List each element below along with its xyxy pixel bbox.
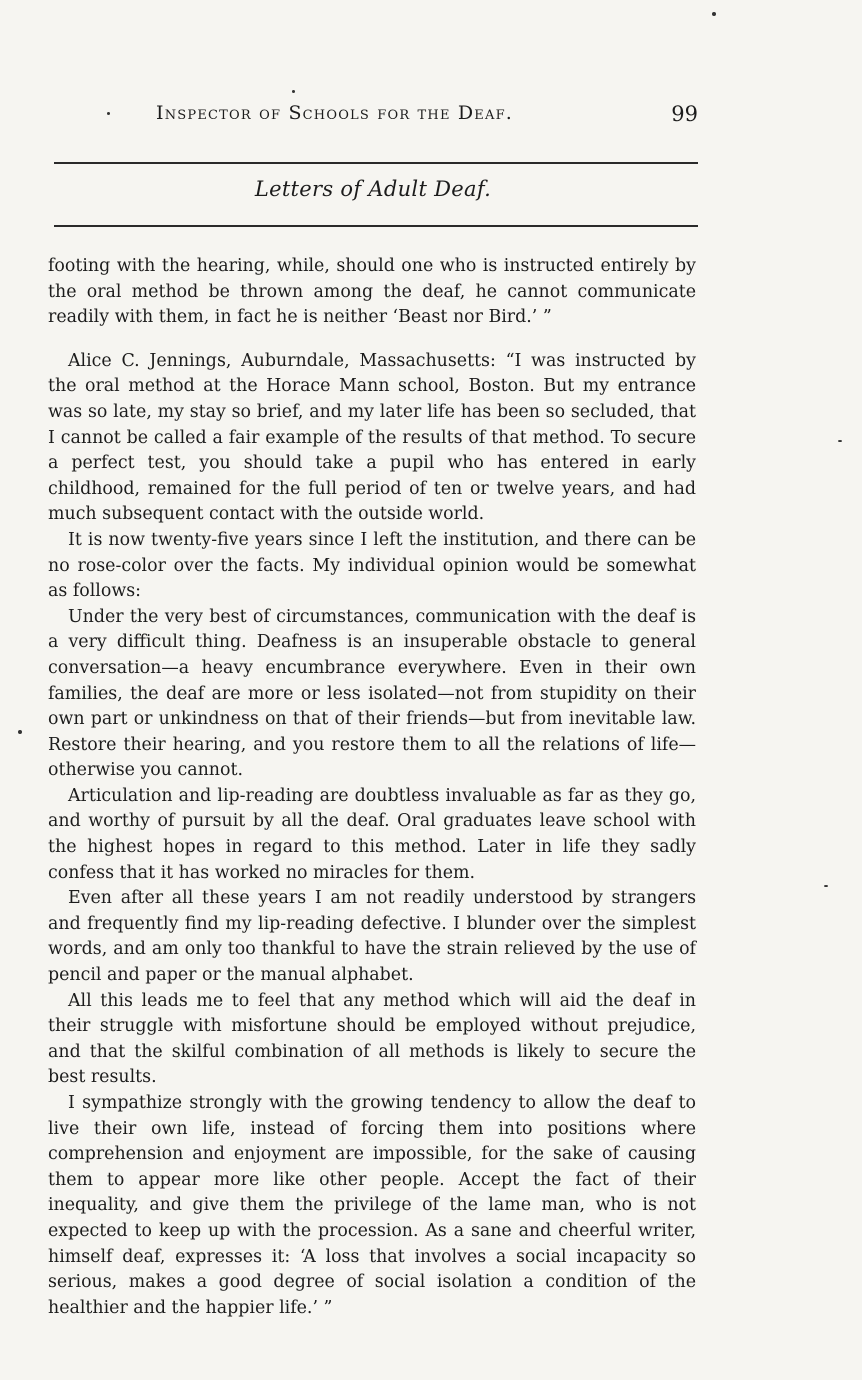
paragraph: Alice C. Jennings, Auburndale, Massachusetts: “I was instructed by the oral method at the Horace Mann school, Boston. But my entrance was so late, my stay so brief, and my later life has been so secluded, that I cannot be called a fair example of the results of that method. To secure a perfect test, you should take a pupil who has entered in early childhood, remained for the full period of ten or twelve years, and had much subsequent contact with the outside world. [48,350,696,525]
scan-speck [824,885,828,887]
paragraph: It is now twenty-five years since I left the institution, and there can be no rose-color over the facts. My individual opinion would be somewhat as follows: [48,529,696,602]
paragraph: Even after all these years I am not readily understood by strangers and frequently find my lip-reading defective. I blunder over the simplest words, and am only too thankful to have the strain relieved by the use of pencil and paper or the manual alphabet. [48,888,696,986]
scan-speck [18,730,22,734]
paragraph: I sympathize strongly with the growing tendency to allow the deaf to live their own life, instead of forcing them into positions where comprehension and enjoyment are impossible, for the sake of causing them to appear more like other people. Accept the fact of their inequality, and give them the privilege of the lame man, who is not expected to keep up with the procession. As a sane and cheerful writer, himself deaf, expresses it: ‘A loss that involves a social incapacity so serious, makes a good degree of social isolation a condition of the healthier and the happier life.’ ” [48,1093,696,1318]
book-page [48,0,698,1380]
body-text [48,254,696,1321]
paragraph: Articulation and lip-reading are doubtless invaluable as far as they go, and worthy of pursuit by all the deaf. Oral graduates leave school with the highest hopes in regard to this method. Later in life they sadly confess that it has worked no miracles for them. [48,785,696,883]
section-heading: Letters of Adult Deaf. [254,177,492,201]
running-header [48,102,698,132]
paragraph: All this leads me to feel that any method which will aid the deaf in their struggle with misfortune should be employed without prejudice, and that the skilful combination of all methods is likely to secure the best results. [48,990,696,1088]
scan-speck [107,112,110,115]
header-rule-bottom [54,225,698,227]
paragraph-continuation: footing with the hearing, while, should one who is instructed entirely by the oral method be thrown among the deaf, he cannot communicate readily with them, in fact he is neither ‘Beast nor Bird.’ ” [48,256,696,328]
scan-speck [838,440,842,442]
page-number: 99 [671,102,698,126]
scan-speck [292,90,295,93]
scan-speck [712,12,716,16]
running-title: Inspector of Schools for the Deaf. [156,102,514,124]
header-rule-top [54,162,698,164]
paragraph: Under the very best of circumstances, communication with the deaf is a very difficult thing. Deafness is an insuperable obstacle to general conversation—a heavy encumbrance everywhere. Even in their own families, the deaf are more or less isolated—not from stupidity on their own part or unkindness on that of their friends—but from inevitable law. Restore their hearing, and you restore them to all the relations of life—otherwise you cannot. [48,606,696,781]
